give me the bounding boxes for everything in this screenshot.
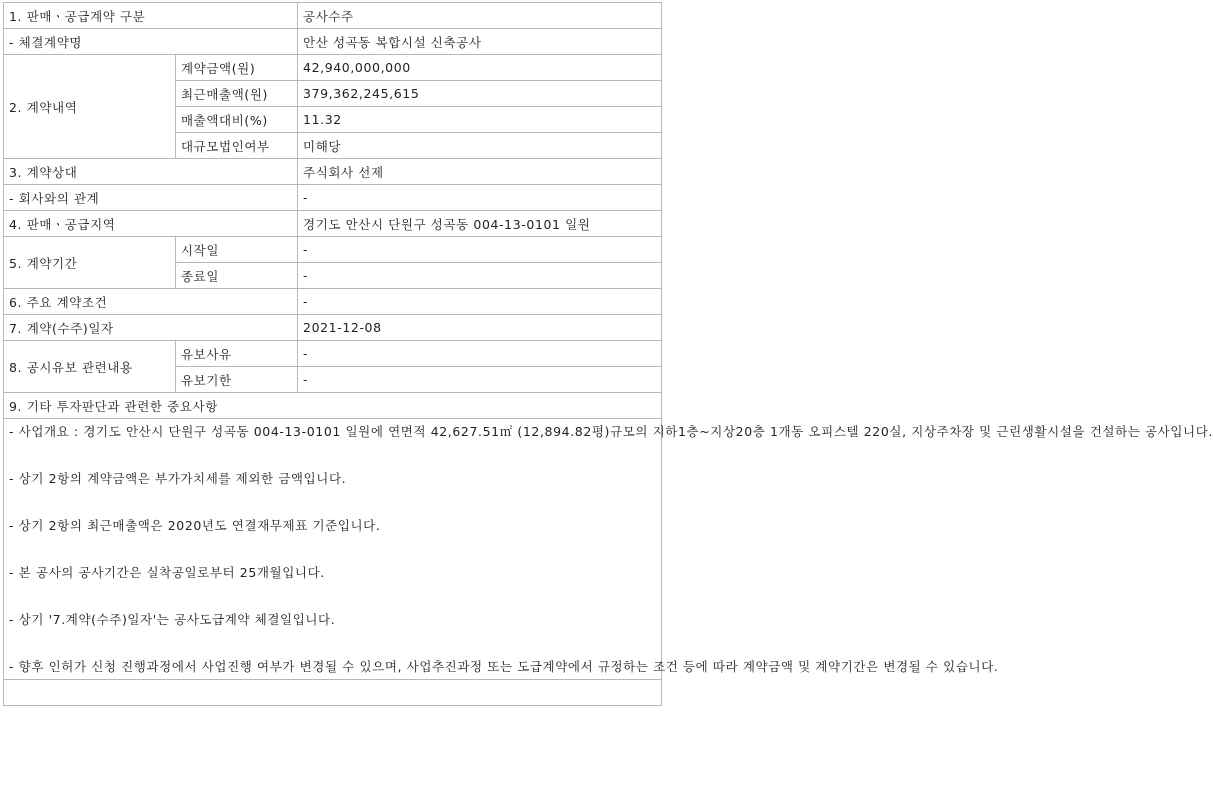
label-relationship: - 회사와의 관계 <box>4 185 298 211</box>
note-contract-date: - 상기 '7.계약(수주)일자'는 공사도급계약 체결일입니다. <box>9 612 336 627</box>
label-main-conditions: 6. 주요 계약조건 <box>4 289 298 315</box>
note-recent-sales-basis: - 상기 2항의 최근매출액은 2020년도 연결재무제표 기준입니다. <box>9 518 381 533</box>
row-supply-region <box>4 211 662 237</box>
label-contract-period: 5. 계약기간 <box>4 237 176 289</box>
label-contract-name: - 체결계약명 <box>4 29 298 55</box>
blank-cell <box>4 680 662 706</box>
note-possible-changes: - 향후 인허가 신청 진행과정에서 사업진행 여부가 변경될 수 있으며, 사업추진과정 또는 도급계약에서 규정하는 조건 등에 따라 계약금액 및 계약기간은 변경될 수 있습니다. <box>9 659 999 674</box>
note-project-overview: - 사업개요 : 경기도 안산시 단원구 성곡동 004-13-0101 일원에 연면적 42,627.51㎡ (12,894.82평)규모의 지하1층~지상20층 1개동 오피스텔 220실, 지상주차장 및 근린생활시설을 건설하는 공사입니다. <box>9 424 1213 439</box>
note-construction-period: - 본 공사의 공사기간은 실착공일로부터 25개월입니다. <box>9 565 325 580</box>
value-end-date: - <box>298 263 662 289</box>
value-contract-name: 안산 성곡동 복합시설 신축공사 <box>298 29 662 55</box>
value-large-corp: 미해당 <box>298 133 662 159</box>
value-deferral-deadline: - <box>298 367 662 393</box>
value-relationship: - <box>298 185 662 211</box>
row-main-conditions <box>4 289 662 315</box>
row-contract-name <box>4 29 662 55</box>
label-deferral-reason: 유보사유 <box>176 341 298 367</box>
contract-disclosure-table <box>3 2 1213 706</box>
row-contract-amount <box>4 55 662 81</box>
label-contract-type: 1. 판매ㆍ공급계약 구분 <box>4 3 298 29</box>
value-main-conditions: - <box>298 289 662 315</box>
label-sales-ratio: 매출액대비(%) <box>176 107 298 133</box>
value-contract-amount: 42,940,000,000 <box>298 55 662 81</box>
row-other-matters <box>4 393 662 419</box>
row-start-date <box>4 237 662 263</box>
value-start-date: - <box>298 237 662 263</box>
value-counterparty: 주식회사 선제 <box>298 159 662 185</box>
row-contract-type <box>4 3 662 29</box>
label-recent-sales: 최근매출액(원) <box>176 81 298 107</box>
label-contract-date: 7. 계약(수주)일자 <box>4 315 298 341</box>
label-other-matters: 9. 기타 투자판단과 관련한 중요사항 <box>4 393 662 419</box>
value-contract-date: 2021-12-08 <box>298 315 662 341</box>
label-end-date: 종료일 <box>176 263 298 289</box>
value-supply-region: 경기도 안산시 단원구 성곡동 004-13-0101 일원 <box>298 211 662 237</box>
row-notes <box>4 419 662 680</box>
value-recent-sales: 379,362,245,615 <box>298 81 662 107</box>
notes-cell <box>4 419 1213 680</box>
value-contract-type: 공사수주 <box>298 3 662 29</box>
value-sales-ratio: 11.32 <box>298 107 662 133</box>
label-disclosure-deferral: 8. 공시유보 관련내용 <box>4 341 176 393</box>
row-contract-date <box>4 315 662 341</box>
label-counterparty: 3. 계약상대 <box>4 159 298 185</box>
label-large-corp: 대규모법인여부 <box>176 133 298 159</box>
label-contract-details: 2. 계약내역 <box>4 55 176 159</box>
label-deferral-deadline: 유보기한 <box>176 367 298 393</box>
label-start-date: 시작일 <box>176 237 298 263</box>
row-bottom-blank <box>4 680 662 706</box>
label-supply-region: 4. 판매ㆍ공급지역 <box>4 211 298 237</box>
note-contract-amount-vat: - 상기 2항의 계약금액은 부가가치세를 제외한 금액입니다. <box>9 471 347 486</box>
row-relationship <box>4 185 662 211</box>
row-deferral-reason <box>4 341 662 367</box>
value-deferral-reason: - <box>298 341 662 367</box>
row-counterparty <box>4 159 662 185</box>
label-contract-amount: 계약금액(원) <box>176 55 298 81</box>
